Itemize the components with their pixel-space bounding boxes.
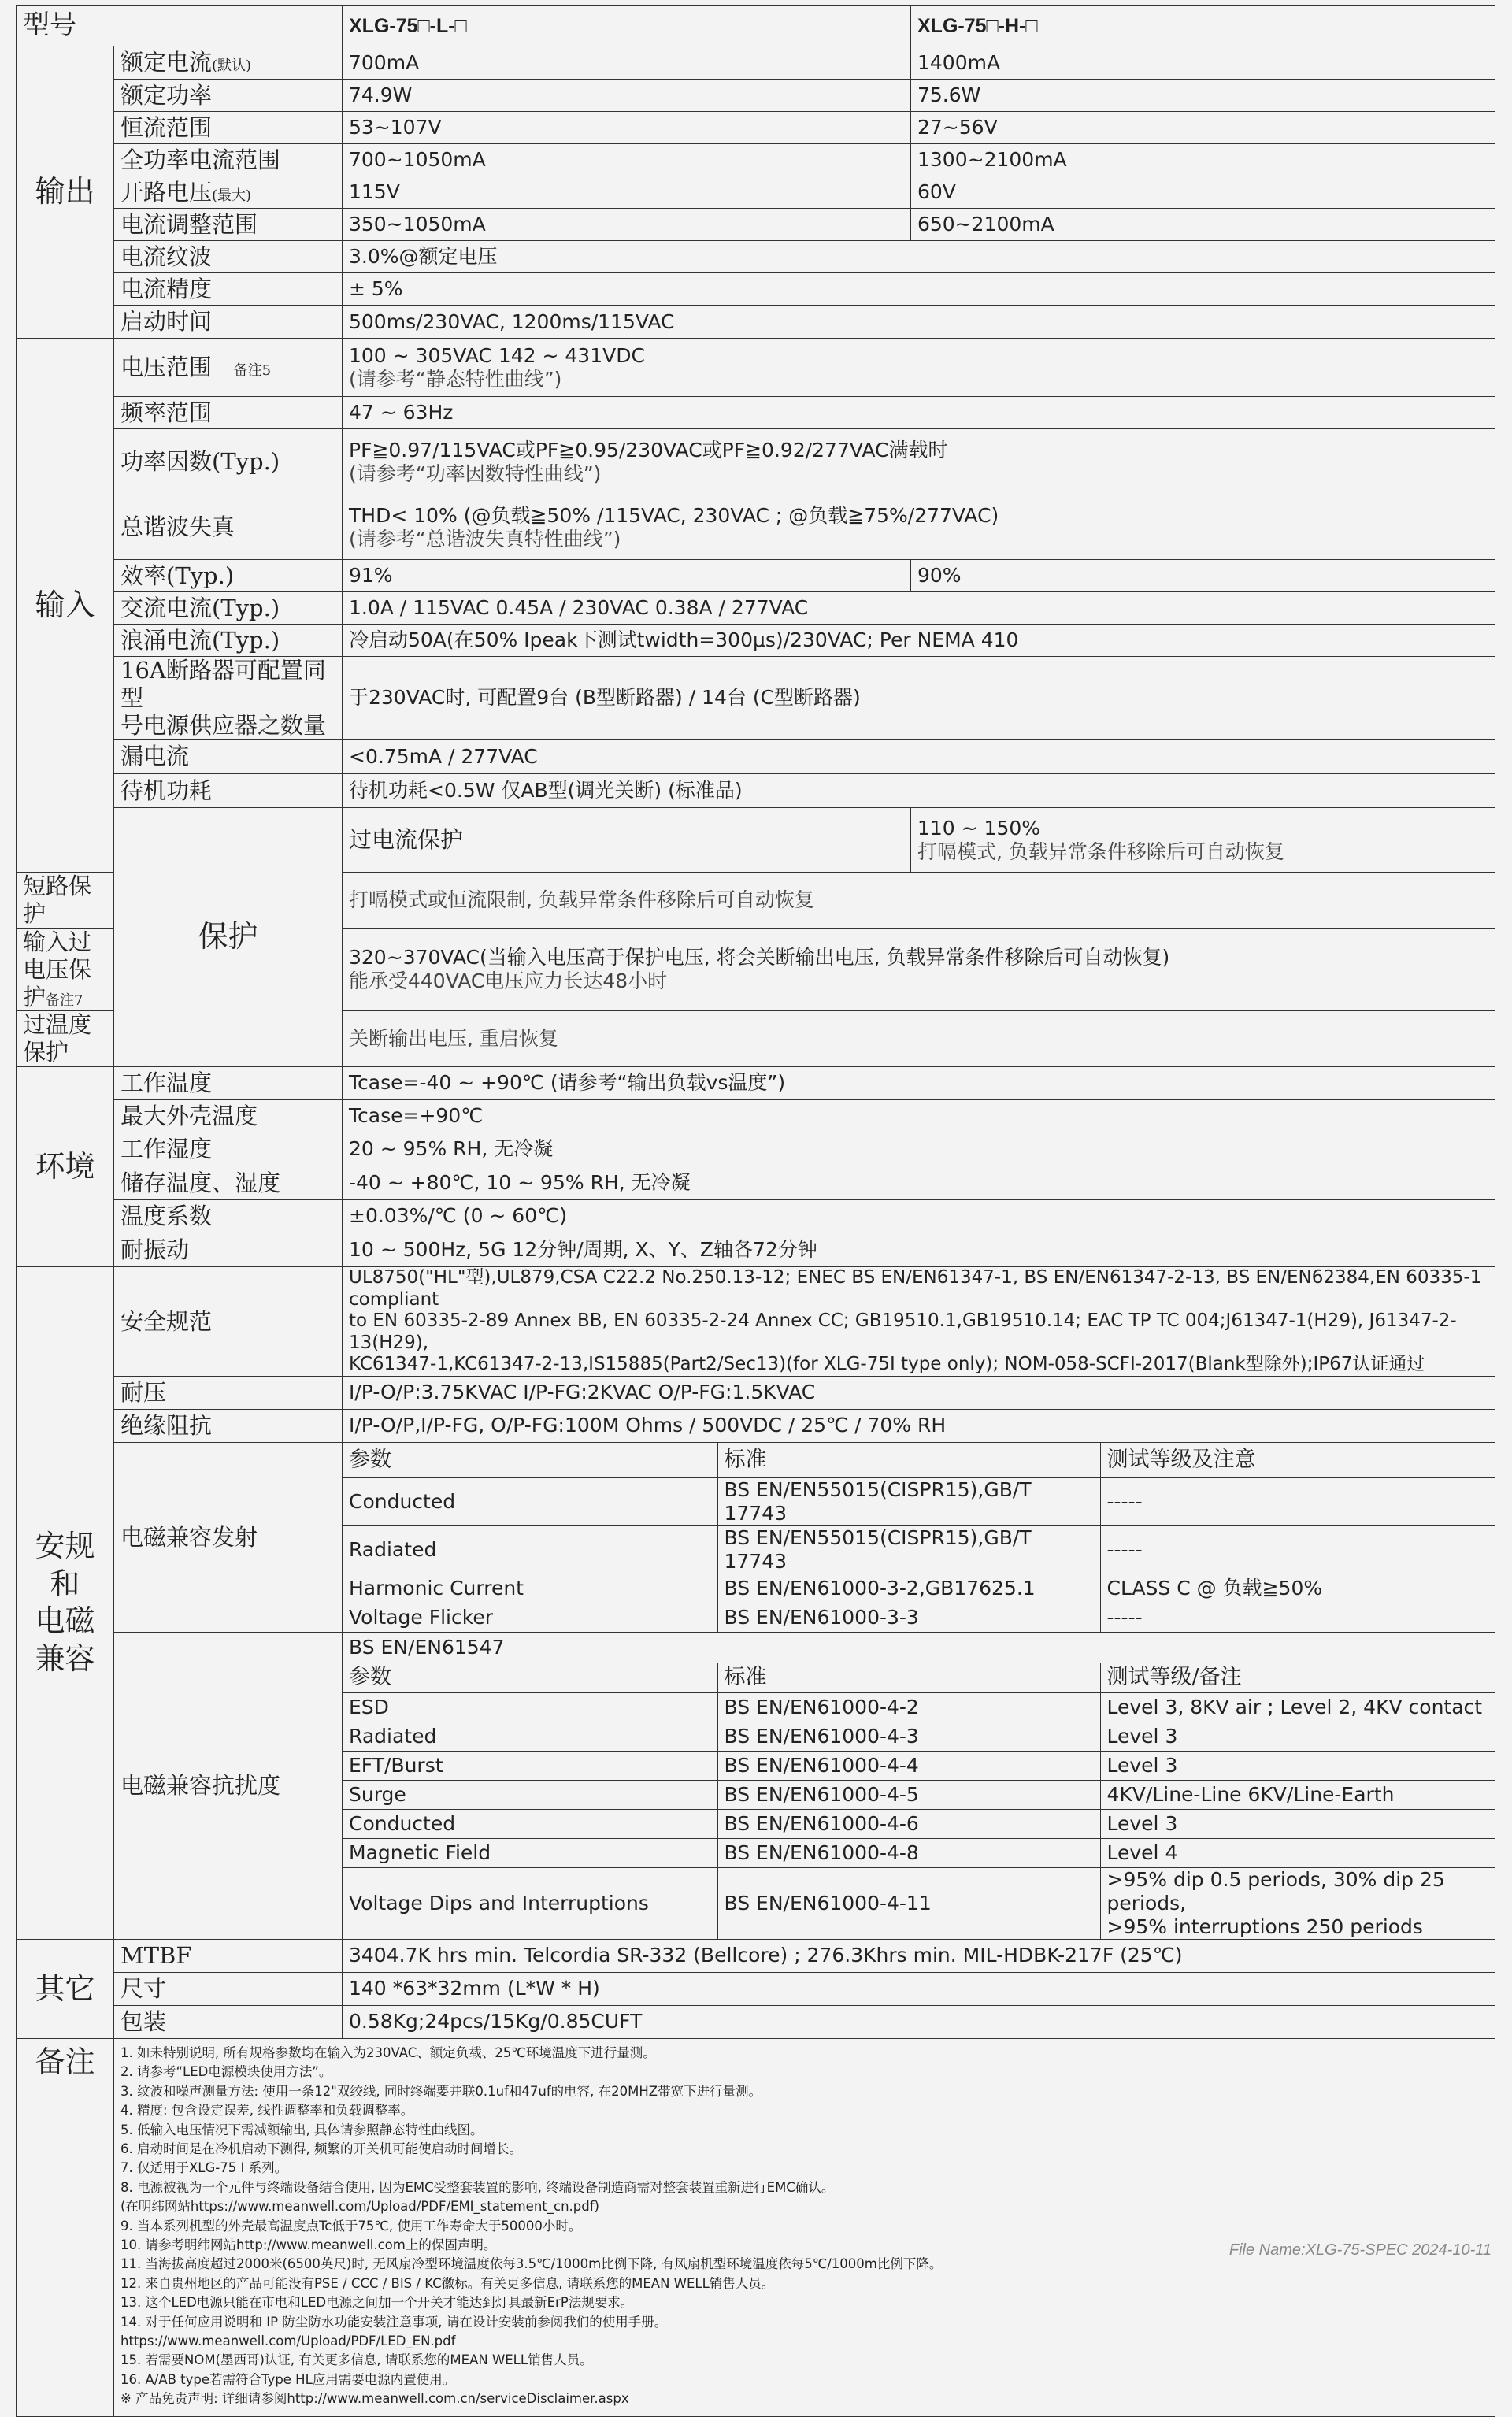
inrush-value: 冷启动50A(在50% Ipeak下测试twidth=300μs)/230VAC; Per NEMA 410 xyxy=(343,625,1495,657)
emission-level: ----- xyxy=(1106,1606,1143,1629)
note-line: 8. 电源被视为一个元件与终端设备结合使用, 因为EMC受整套装置的影响, 终端设备制造商需对整套装置重新进行EMC确认。 xyxy=(120,2179,835,2195)
ripple-value: 3.0%@额定电压 xyxy=(343,241,1495,273)
item-breaker: 16A断路器可配置同型 号电源供应器之数量 xyxy=(114,657,343,740)
storage-value: -40 ~ +80℃, 10 ~ 95% RH, 无冷凝 xyxy=(343,1166,1495,1199)
item-inrush: 浪涌电流(Typ.) xyxy=(114,625,343,657)
item-packing: 包装 xyxy=(114,2005,343,2038)
group-environment: 环境 xyxy=(17,1066,114,1266)
emission-std: BS EN/EN61000-3-3 xyxy=(717,1603,1100,1633)
immunity-param: Surge xyxy=(343,1780,717,1809)
item-adj-range: 电流调整范围 xyxy=(114,209,343,241)
immunity-param: Radiated xyxy=(343,1722,717,1751)
standby-value: 待机功耗<0.5W 仅AB型(调光关断) (标准品) xyxy=(343,774,1495,808)
item-rated-power: 额定功率 xyxy=(114,80,343,112)
immunity-header-std: 标准 xyxy=(717,1663,1100,1692)
item-otp: 过温度保护 xyxy=(17,1011,114,1067)
immunity-header-param: 参数 xyxy=(343,1663,717,1692)
emc-emission-table xyxy=(343,1442,1495,1633)
item-safety-standards: 安全规范 xyxy=(114,1266,343,1376)
item-storage: 储存温度、湿度 xyxy=(114,1166,343,1199)
ovp-value: 320~370VAC(当输入电压高于保护电压, 将会关断输出电压, 负载异常条件移除后可自动恢复) 能承受440VAC电压应力长达48小时 xyxy=(343,928,1495,1010)
full-power-range-h: 1300~2100mA xyxy=(911,144,1495,176)
item-frequency: 频率范围 xyxy=(114,397,343,429)
immunity-header-level: 测试等级/备注 xyxy=(1100,1663,1495,1692)
frequency-value: 47 ~ 63Hz xyxy=(343,397,1495,429)
emission-param: Radiated xyxy=(343,1526,717,1574)
model-l: XLG-75□-L-□ xyxy=(343,6,911,46)
item-ovp: 输入过电压保护备注7 xyxy=(17,928,114,1010)
note-line: 16. A/AB type若需符合Type HL应用需要电源内置使用。 xyxy=(120,2371,456,2387)
item-thd: 总谐波失真 xyxy=(114,495,343,560)
emission-level: ----- xyxy=(1100,1478,1495,1526)
rated-current-h: 1400mA xyxy=(911,46,1495,80)
leakage-value: <0.75mA / 277VAC xyxy=(343,740,1495,774)
immunity-std: BS EN/EN61000-4-2 xyxy=(717,1692,1100,1722)
work-temp-value: Tcase=-40 ~ +90℃ (请参考“输出负载vs温度”) xyxy=(343,1066,1495,1099)
spec-sheet xyxy=(16,5,1495,2417)
adj-range-h: 650~2100mA xyxy=(911,209,1495,241)
emission-std: BS EN/EN55015(CISPR15),GB/T 17743 xyxy=(717,1478,1100,1526)
note-line: 2. 请参考“LED电源模块使用方法”。 xyxy=(120,2064,332,2080)
note-line: 15. 若需要NOM(墨西哥)认证, 有关更多信息, 请联系您的MEAN WELL销售人员。 xyxy=(120,2352,593,2368)
breaker-value: 于230VAC时, 可配置9台 (B型断路器) / 14台 (C型断路器) xyxy=(343,657,1495,740)
group-input: 输入 xyxy=(17,339,114,873)
rated-current-l: 700mA xyxy=(343,46,911,80)
open-circuit-h: 60V xyxy=(911,176,1495,209)
item-open-circuit: 开路电压(最大) xyxy=(114,176,343,209)
group-others: 其它 xyxy=(17,1939,114,2038)
emission-level: ----- xyxy=(1100,1526,1495,1574)
scp-value: 打嗝模式或恒流限制, 负载异常条件移除后可自动恢复 xyxy=(343,873,1495,929)
otp-value: 关断输出电压, 重启恢复 xyxy=(343,1011,1495,1067)
note-line: https://www.meanwell.com/Upload/PDF/LED_EN.pdf xyxy=(120,2334,456,2349)
isolation-value: I/P-O/P,I/P-FG, O/P-FG:100M Ohms / 500VDC / 25℃ / 70% RH xyxy=(343,1409,1495,1442)
item-cc-range: 恒流范围 xyxy=(114,112,343,144)
note-line: 6. 启动时间是在冷机启动下测得, 频繁的开关机可能使启动时间增长。 xyxy=(120,2141,522,2156)
item-dimension: 尺寸 xyxy=(114,1972,343,2005)
note-line: 13. 这个LED电源只能在市电和LED电源之间加一个开关才能达到灯具最新ErP法规要求。 xyxy=(120,2295,634,2311)
temp-coef-value: ±0.03%/℃ (0 ~ 60℃) xyxy=(343,1199,1495,1233)
rated-power-h: 75.6W xyxy=(911,80,1495,112)
note-line: 3. 纹波和噪声测量方法: 使用一条12"双绞线, 同时终端要并联0.1uf和47uf的电容, 在20MHZ带宽下进行量测。 xyxy=(120,2083,762,2099)
note-line: ※ 产品免责声明: 详细请参阅http://www.meanwell.com.cn/serviceDisclaimer.aspx xyxy=(120,2391,629,2407)
immunity-std: BS EN/EN61000-4-11 xyxy=(717,1867,1100,1939)
note-line: (在明纬网站https://www.meanwell.com/Upload/PDF/EMI_statement_cn.pdf) xyxy=(120,2199,599,2215)
packing-value: 0.58Kg;24pcs/15Kg/0.85CUFT xyxy=(343,2005,1495,2038)
immunity-param: Conducted xyxy=(343,1809,717,1838)
item-full-power-range: 全功率电流范围 xyxy=(114,144,343,176)
immunity-level: Level 3 xyxy=(1100,1751,1495,1780)
note-line: 12. 来自贵州地区的产品可能没有PSE / CCC / BIS / KC徽标。有关更多信息, 请联系您的MEAN WELL销售人员。 xyxy=(120,2275,775,2291)
emission-level: CLASS C @ 负载≧50% xyxy=(1100,1574,1495,1603)
full-power-range-l: 700~1050mA xyxy=(343,144,911,176)
note-line: 7. 仅适用于XLG-75 I 系列。 xyxy=(120,2160,288,2176)
open-circuit-l: 115V xyxy=(343,176,911,209)
note-line: 14. 对于任何应用说明和 IP 防尘防水功能安装注意事项, 请在设计安装前参阅我们的使用手册。 xyxy=(120,2314,668,2330)
item-humidity: 工作湿度 xyxy=(114,1133,343,1166)
item-emc-emission: 电磁兼容发射 xyxy=(114,1442,343,1633)
immunity-std: BS EN/EN61000-4-4 xyxy=(717,1751,1100,1780)
withstand-value: I/P-O/P:3.75KVAC I/P-FG:2KVAC O/P-FG:1.5KVAC xyxy=(343,1376,1495,1409)
note-line: 5. 低输入电压情况下需减额输出, 具体请参照静态特性曲线图。 xyxy=(120,2122,484,2137)
item-mtbf: MTBF xyxy=(114,1939,343,1972)
efficiency-l: 91% xyxy=(343,560,911,592)
item-setup: 启动时间 xyxy=(114,306,343,339)
note-line: 4. 精度: 包含设定误差, 线性调整率和负载调整率。 xyxy=(120,2103,414,2119)
emission-header-std: 标准 xyxy=(717,1443,1100,1478)
cc-range-l: 53~107V xyxy=(343,112,911,144)
cc-range-h: 27~56V xyxy=(911,112,1495,144)
item-withstand: 耐压 xyxy=(114,1376,343,1409)
item-ripple: 电流纹波 xyxy=(114,241,343,273)
immunity-std: BS EN/EN61000-4-3 xyxy=(717,1722,1100,1751)
emission-header-level: 测试等级及注意 xyxy=(1100,1443,1495,1478)
immunity-param: Voltage Dips and Interruptions xyxy=(343,1867,717,1939)
notes-list xyxy=(114,2038,1495,2416)
rated-power-l: 74.9W xyxy=(343,80,911,112)
item-max-case: 最大外壳温度 xyxy=(114,1099,343,1133)
emission-param: Voltage Flicker xyxy=(343,1603,717,1633)
immunity-param: Magnetic Field xyxy=(343,1838,717,1867)
emission-std: BS EN/EN55015(CISPR15),GB/T 17743 xyxy=(717,1526,1100,1574)
note-line: 11. 当海拔高度超过2000米(6500英尺)时, 无风扇冷型环境温度依每3.5℃/1000m比例下降, 有风扇机型环境温度依每5℃/1000m比例下降。 xyxy=(120,2256,943,2272)
max-case-value: Tcase=+90℃ xyxy=(343,1099,1495,1133)
tolerance-value: ± 5% xyxy=(343,273,1495,306)
item-emc-immunity: 电磁兼容抗扰度 xyxy=(114,1633,343,1940)
immunity-param: EFT/Burst xyxy=(343,1751,717,1780)
file-name-footer: File Name:XLG-75-SPEC 2024-10-11 xyxy=(1228,2241,1492,2259)
thd-value: THD< 10% (@负载≧50% /115VAC, 230VAC ; @负载≧75%/277VAC) (请参考“总谐波失真特性曲线”) xyxy=(343,495,1495,560)
setup-value: 500ms/230VAC, 1200ms/115VAC xyxy=(343,306,1495,339)
item-isolation: 绝缘阻抗 xyxy=(114,1409,343,1442)
voltage-range-value: 100 ~ 305VAC 142 ~ 431VDC (请参考“静态特性曲线”) xyxy=(343,339,1495,397)
item-ac-current: 交流电流(Typ.) xyxy=(114,592,343,625)
humidity-value: 20 ~ 95% RH, 无冷凝 xyxy=(343,1133,1495,1166)
spec-table xyxy=(16,5,1495,2417)
immunity-std: BS EN/EN61000-4-5 xyxy=(717,1780,1100,1809)
immunity-std: BS EN/EN61000-4-8 xyxy=(717,1838,1100,1867)
efficiency-h: 90% xyxy=(911,560,1495,592)
item-scp: 短路保护 xyxy=(17,873,114,929)
safety-standards-value: UL8750("HL"型),UL879,CSA C22.2 No.250.13-12; ENEC BS EN/EN61347-1, BS EN/EN61347-2-13, BS EN/EN62384,EN 60335-1 compliant to EN 60335-2-89 Annex BB, EN 60335-2-24 Annex CC; GB19510.1,GB19510.14; EAC TP TC 004;J61347-1(H29), J61347-2-13(H29), KC61347-1,KC61347-2-13,IS15885(Part2/Sec13)(for XLG-75I type only); NOM-058-SCFI-2017(Blank型除外);IP67认证通过 xyxy=(343,1266,1495,1376)
item-temp-coef: 温度系数 xyxy=(114,1199,343,1233)
adj-range-l: 350~1050mA xyxy=(343,209,911,241)
group-protection: 保护 xyxy=(114,808,343,1067)
item-efficiency: 效率(Typ.) xyxy=(114,560,343,592)
item-standby: 待机功耗 xyxy=(114,774,343,808)
immunity-level: Level 4 xyxy=(1100,1838,1495,1867)
emission-param: Harmonic Current xyxy=(343,1574,717,1603)
immunity-level: 4KV/Line-Line 6KV/Line-Earth xyxy=(1100,1780,1495,1809)
group-output: 输出 xyxy=(17,46,114,339)
immunity-std: BS EN/EN61000-4-6 xyxy=(717,1809,1100,1838)
ocp-value: 110 ~ 150% 打嗝模式, 负载异常条件移除后可自动恢复 xyxy=(911,808,1495,873)
immunity-level: Level 3, 8KV air ; Level 2, 4KV contact xyxy=(1100,1692,1495,1722)
immunity-level: >95% dip 0.5 periods, 30% dip 25 periods, >95% interruptions 250 periods xyxy=(1106,1867,1445,1938)
model-h: XLG-75□-H-□ xyxy=(911,6,1495,46)
immunity-level: Level 3 xyxy=(1100,1722,1495,1751)
group-notes: 备注 xyxy=(17,2038,114,2416)
immunity-param: ESD xyxy=(343,1692,717,1722)
pf-value: PF≧0.97/115VAC或PF≧0.95/230VAC或PF≧0.92/277VAC满载时 (请参考“功率因数特性曲线”) xyxy=(343,429,1495,495)
item-leakage: 漏电流 xyxy=(114,740,343,774)
immunity-level: Level 3 xyxy=(1100,1809,1495,1838)
model-label: 型号 xyxy=(17,6,343,46)
item-ocp: 过电流保护 xyxy=(343,808,911,873)
immunity-standard: BS EN/EN61547 xyxy=(343,1633,1495,1663)
header-row xyxy=(17,6,1495,46)
note-line: 1. 如未特别说明, 所有规格参数均在输入为230VAC、额定负载、25℃环境温度下进行量测。 xyxy=(120,2044,656,2060)
note-line: 10. 请参考明纬网站http://www.meanwell.com上的保固声明。 xyxy=(120,2237,497,2252)
note-line: 9. 当本系列机型的外壳最高温度点Tc低于75℃, 使用工作寿命大于50000小时。 xyxy=(120,2218,582,2234)
emission-header-param: 参数 xyxy=(343,1443,717,1478)
item-voltage-range: 电压范围 备注5 xyxy=(114,339,343,397)
dimension-value: 140 *63*32mm (L*W * H) xyxy=(343,1972,1495,2005)
item-vibration: 耐振动 xyxy=(114,1233,343,1266)
emission-param: Conducted xyxy=(343,1478,717,1526)
item-tolerance: 电流精度 xyxy=(114,273,343,306)
item-work-temp: 工作温度 xyxy=(114,1066,343,1099)
item-pf: 功率因数(Typ.) xyxy=(114,429,343,495)
emission-std: BS EN/EN61000-3-2,GB17625.1 xyxy=(717,1574,1100,1603)
emc-immunity-table xyxy=(343,1633,1495,1940)
item-rated-current: 额定电流(默认) xyxy=(114,46,343,80)
vibration-value: 10 ~ 500Hz, 5G 12分钟/周期, X、Y、Z轴各72分钟 xyxy=(343,1233,1495,1266)
group-safety-emc: 安规 和 电磁 兼容 xyxy=(17,1266,114,1939)
mtbf-value: 3404.7K hrs min. Telcordia SR-332 (Bellcore) ; 276.3Khrs min. MIL-HDBK-217F (25℃) xyxy=(343,1939,1495,1972)
ac-current-value: 1.0A / 115VAC 0.45A / 230VAC 0.38A / 277VAC xyxy=(343,592,1495,625)
